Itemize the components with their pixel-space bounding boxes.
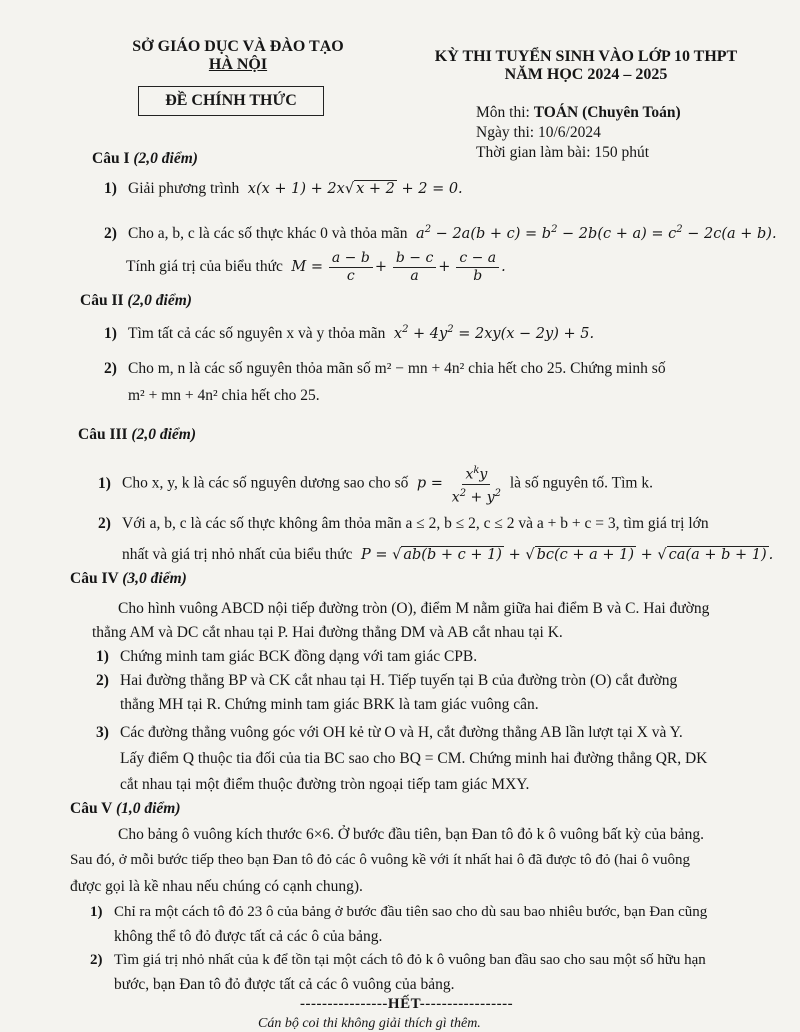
q4-part3: 3) Các đường thẳng vuông góc với OH kẻ từ O và H, cắt đường thẳng AB lần lượt tại X và Y. — [96, 724, 683, 741]
exam-year: NĂM HỌC 2024 – 2025 — [504, 66, 668, 83]
question-2-heading: Câu II (2,0 điểm) — [80, 292, 192, 309]
q5-part2: 2) Tìm giá trị nhỏ nhất của k để tồn tại một cách tô đỏ k ô vuông ban đầu sao cho sau một số hữu hạn — [90, 952, 706, 968]
q4-part1: 1) Chứng minh tam giác BCK đồng dạng với tam giác CPB. — [96, 648, 478, 665]
question-1-heading: Câu I (2,0 điểm) — [92, 150, 198, 167]
q3-part2-expression: nhất và giá trị nhỏ nhất của biểu thức P = √ ab(b + c + 1) + √ bc(c + a + 1) + √ ca(a + b + 1) . — [122, 546, 774, 563]
q2-part2: 2) Cho m, n là các số nguyên thỏa mãn số m² − mn + 4n² chia hết cho 25. Chứng minh số — [104, 360, 666, 377]
exam-duration: Thời gian làm bài: 150 phút — [476, 144, 650, 161]
department-name: SỞ GIÁO DỤC VÀ ĐÀO TẠO — [132, 38, 344, 55]
q2-part1: 1) Tìm tất cả các số nguyên x và y thỏa mãn $x^2 + 4y^2 = 2xy(x - 2y) + 5$. — [104, 324, 595, 342]
question-3-heading: Câu III (2,0 điểm) — [78, 426, 196, 443]
q5-intro-line3: được gọi là kề nhau nếu chúng có cạnh chung). — [70, 878, 363, 895]
question-4-heading: Câu IV (3,0 điểm) — [70, 570, 187, 587]
q1-part2: 2) Cho a, b, c là các số thực khác 0 và thỏa mãn $a^2 - 2a(b + c) = b^2 - 2b(c + a) = c^2 - 2c(a + b)$. — [104, 224, 777, 242]
question-5-heading: Câu V (1,0 điểm) — [70, 800, 181, 817]
q2-part2-cont: m² + mn + 4n² chia hết cho 25. — [128, 387, 320, 404]
official-exam-badge: ĐỀ CHÍNH THỨC — [138, 86, 324, 116]
exam-title: KỲ THI TUYỂN SINH VÀO LỚP 10 THPT — [434, 48, 738, 65]
q4-part3-cont2: cắt nhau tại một điểm thuộc đường tròn ngoại tiếp tam giác MXY. — [120, 776, 530, 793]
q5-intro-line2: Sau đó, ở mỗi bước tiếp theo bạn Đan tô đỏ các ô vuông kề với ít nhất hai ô đã được tô đỏ (hai ô vuông — [70, 852, 690, 868]
q3-part1: 1) Cho x, y, k là các số nguyên dương sao cho số p = $\frac{x^ky}{x^2 + y^2}$ là số nguyên tố. Tìm k. — [98, 462, 653, 506]
q5-intro-line1: Cho bảng ô vuông kích thước 6×6. Ở bước đầu tiên, bạn Đan tô đỏ k ô vuông bất kỳ của bảng. — [118, 826, 705, 843]
q4-intro-line2: thẳng AM và DC cắt nhau tại P. Hai đường thẳng DM và AB cắt nhau tại K. — [92, 624, 563, 641]
q4-intro-line1: Cho hình vuông ABCD nội tiếp đường tròn (O), điểm M nằm giữa hai điểm B và C. Hai đường — [118, 600, 710, 617]
q3-part2: 2) Với a, b, c là các số thực không âm thỏa mãn a ≤ 2, b ≤ 2, c ≤ 2 và a + b + c = 3, tìm giá trị lớn — [98, 515, 709, 532]
q1-equation: x(x + 1) + 2x√ x + 2 + 2 = 0. — [243, 181, 463, 197]
q1-condition: $a^2 - 2a(b + c) = b^2 - 2b(c + a) = c^2 - 2c(a + b)$. — [411, 224, 777, 242]
proctor-note: Cán bộ coi thi không giải thích gì thêm. — [258, 1016, 481, 1031]
department-city: HÀ NỘI — [208, 56, 268, 73]
q1-part2-expression: Tính giá trị của biểu thức M = $\frac{a - b}{c}$ + $\frac{b - c}{a}$ + $\frac{c - a}{b}$ . — [126, 250, 506, 284]
q5-part2-cont: bước, bạn Đan tô đỏ được tất cả các ô vuông của bảng. — [114, 976, 455, 993]
subject-line: Môn thi: TOÁN (Chuyên Toán) — [476, 104, 681, 121]
q4-part3-cont1: Lấy điểm Q thuộc tia đối của tia BC sao cho BQ = CM. Chứng minh hai đường thẳng QR, DK — [120, 750, 708, 767]
q5-part1: 1) Chỉ ra một cách tô đỏ 23 ô của bảng ở bước đầu tiên sao cho dù sau bao nhiêu bước, bạn Đan cũng — [90, 904, 708, 920]
q1-part1: 1) Giải phương trình x(x + 1) + 2x√ x + 2 + 2 = 0. — [104, 180, 463, 197]
end-marker: ----------------HẾT----------------- — [300, 996, 514, 1012]
q5-part1-cont: không thể tô đỏ được tất cả các ô của bảng. — [114, 928, 383, 945]
exam-date: Ngày thi: 10/6/2024 — [476, 124, 601, 141]
q4-part2: 2) Hai đường thẳng BP và CK cắt nhau tại H. Tiếp tuyến tại B của đường tròn (O) cắt đường — [96, 672, 678, 689]
q4-part2-cont: thẳng MH tại R. Chứng minh tam giác BRK là tam giác vuông cân. — [120, 696, 539, 713]
